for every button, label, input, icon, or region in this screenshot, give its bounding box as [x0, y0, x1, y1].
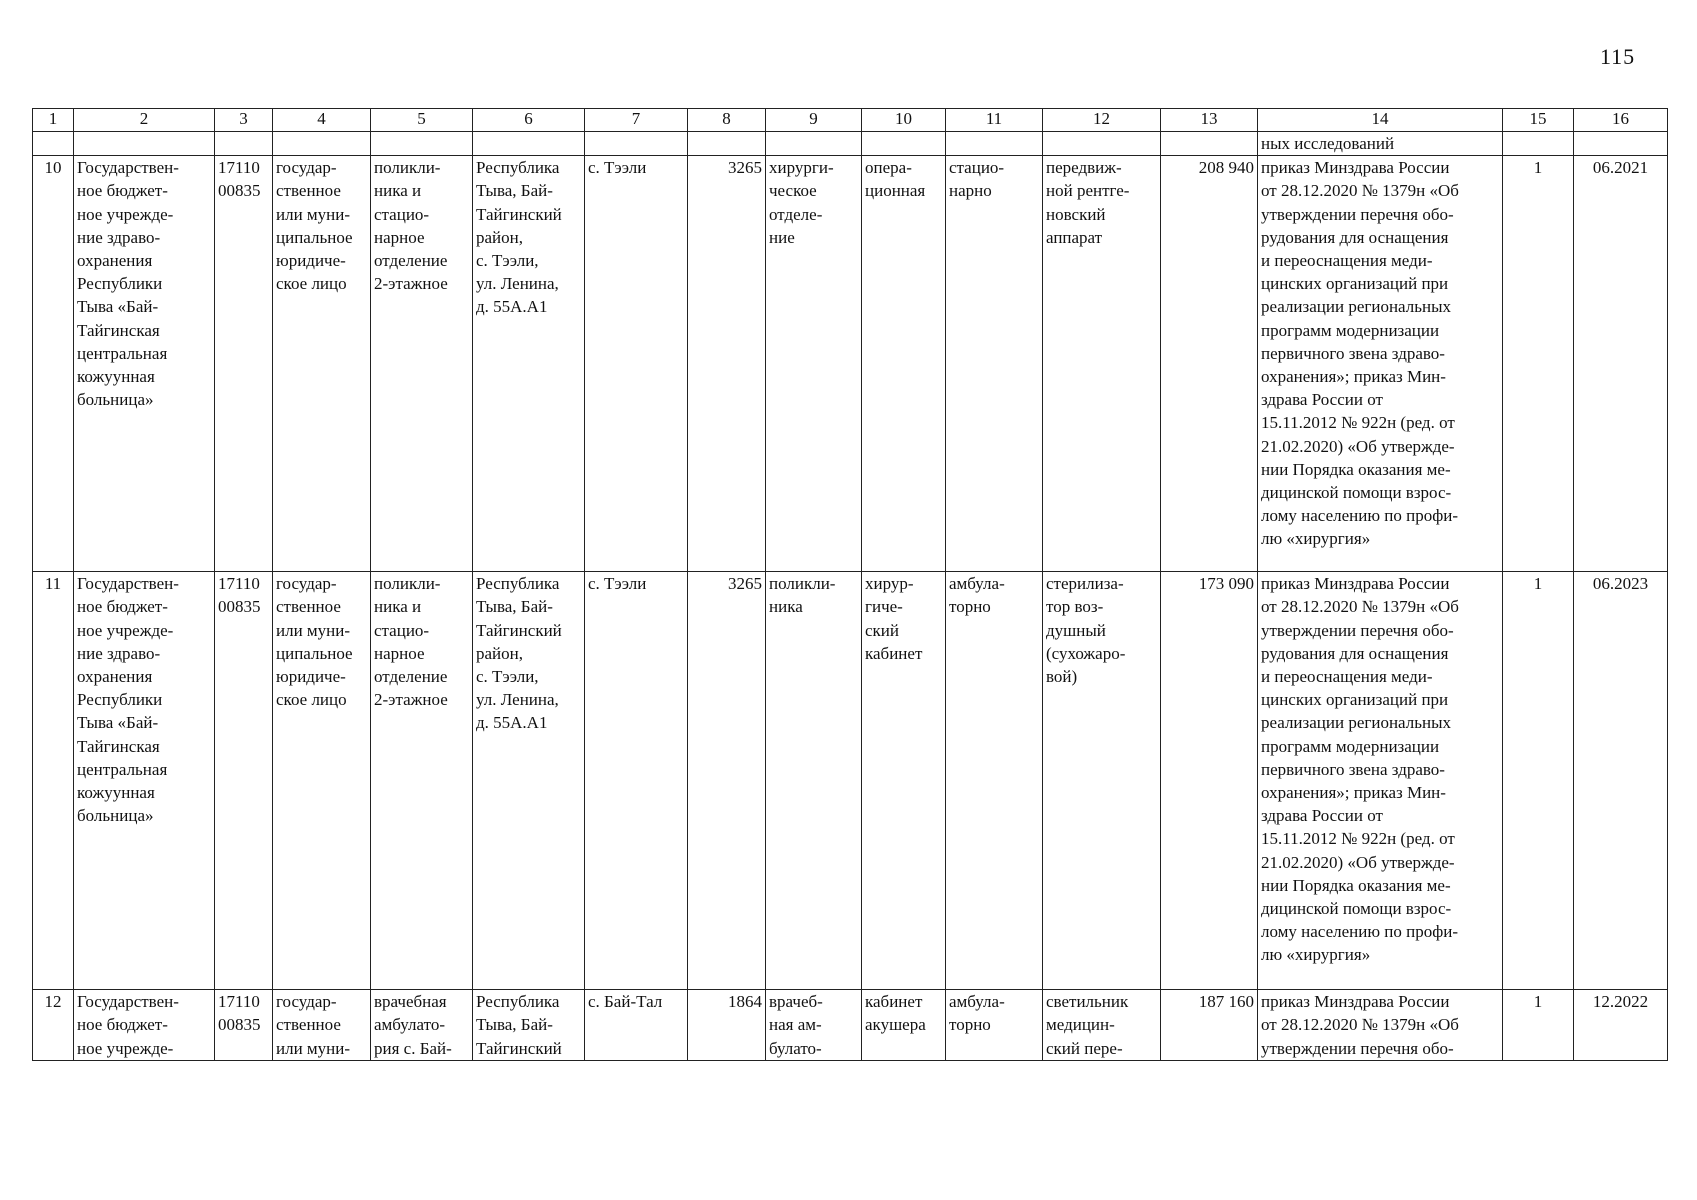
equipment: светильник медицин- ский пере- [1043, 990, 1161, 1061]
address: Республика Тыва, Бай- Тайгинский район, с. Тээли, ул. Ленина, д. 55А.А1 [473, 572, 585, 990]
table-cell [862, 132, 946, 156]
column-number: 12 [1043, 109, 1161, 132]
table-row [33, 156, 1668, 572]
date: 06.2021 [1574, 156, 1668, 572]
equipment: стерилиза- тор воз- душный (сухожаро- вой) [1043, 572, 1161, 990]
column-number: 5 [371, 109, 473, 132]
equipment-table [32, 108, 1668, 1061]
cost: 208 940 [1161, 156, 1258, 572]
table-cell [371, 132, 473, 156]
equipment: передвиж- ной рентге- новский аппарат [1043, 156, 1161, 572]
row-number: 10 [33, 156, 74, 572]
population: 3265 [688, 572, 766, 990]
page-number: 115 [1600, 44, 1636, 69]
table-cell [688, 132, 766, 156]
settlement: с. Тээли [585, 156, 688, 572]
unit: поликли- ника [766, 572, 862, 990]
organization-code: 17110 00835 [215, 572, 273, 990]
cost: 187 160 [1161, 990, 1258, 1061]
table-cell [766, 132, 862, 156]
column-number: 15 [1503, 109, 1574, 132]
table-cell [74, 132, 215, 156]
quantity: 1 [1503, 572, 1574, 990]
table-cell [215, 132, 273, 156]
unit: врачеб- ная ам- булато- [766, 990, 862, 1061]
room: хирур- гиче- ский кабинет [862, 572, 946, 990]
legal-basis: приказ Минздрава России от 28.12.2020 № 1379н «Об утверждении перечня обо- рудования для оснащения и переоснащения меди- цинских организаций при реализации региональных программ модернизации первичного звена здраво- охранения»; приказ Мин- здрава России от 15.11.2012 № 922н (ред. от 21.02.2020) «Об утвержде- нии Порядка оказания ме- дицинской помощи взрос- лому населению по профи- лю «хирургия» [1258, 572, 1503, 990]
legal-form: государ- ственное или муни- ципальное юридиче- ское лицо [273, 156, 371, 572]
legal-form: государ- ственное или муни- [273, 990, 371, 1061]
subdivision: поликли- ника и стацио- нарное отделение 2-этажное [371, 156, 473, 572]
column-number: 1 [33, 109, 74, 132]
column-number-row [33, 109, 1668, 132]
table-cell [585, 132, 688, 156]
legal-basis: приказ Минздрава России от 28.12.2020 № 1379н «Об утверждении перечня обо- [1258, 990, 1503, 1061]
unit: хирурги- ческое отделе- ние [766, 156, 862, 572]
table-cell: ных исследований [1258, 132, 1503, 156]
subdivision: врачебная амбулато- рия с. Бай- [371, 990, 473, 1061]
table-cell [1043, 132, 1161, 156]
address: Республика Тыва, Бай- Тайгинский район, с. Тээли, ул. Ленина, д. 55А.А1 [473, 156, 585, 572]
row-number: 11 [33, 572, 74, 990]
column-number: 16 [1574, 109, 1668, 132]
continuation-row [33, 132, 1668, 156]
organization-name: Государствен- ное бюджет- ное учрежде- ние здраво- охранения Республики Тыва «Бай- Тайгинская центральная кожуунная больница» [74, 156, 215, 572]
population: 1864 [688, 990, 766, 1061]
date: 06.2023 [1574, 572, 1668, 990]
column-number: 7 [585, 109, 688, 132]
room: кабинет акушера [862, 990, 946, 1061]
column-number: 10 [862, 109, 946, 132]
column-number: 11 [946, 109, 1043, 132]
organization-code: 17110 00835 [215, 990, 273, 1061]
quantity: 1 [1503, 990, 1574, 1061]
population: 3265 [688, 156, 766, 572]
table-cell [473, 132, 585, 156]
organization-code: 17110 00835 [215, 156, 273, 572]
care-type: амбула- торно [946, 572, 1043, 990]
quantity: 1 [1503, 156, 1574, 572]
table-cell [33, 132, 74, 156]
settlement: с. Тээли [585, 572, 688, 990]
column-number: 3 [215, 109, 273, 132]
table-cell [273, 132, 371, 156]
organization-name: Государствен- ное бюджет- ное учрежде- [74, 990, 215, 1061]
organization-name: Государствен- ное бюджет- ное учрежде- ние здраво- охранения Республики Тыва «Бай- Тайгинская центральная кожуунная больница» [74, 572, 215, 990]
row-number: 12 [33, 990, 74, 1061]
room: опера- ционная [862, 156, 946, 572]
table-cell [1503, 132, 1574, 156]
table-row [33, 572, 1668, 990]
column-number: 6 [473, 109, 585, 132]
address: Республика Тыва, Бай- Тайгинский [473, 990, 585, 1061]
subdivision: поликли- ника и стацио- нарное отделение 2-этажное [371, 572, 473, 990]
date: 12.2022 [1574, 990, 1668, 1061]
legal-form: государ- ственное или муни- ципальное юридиче- ское лицо [273, 572, 371, 990]
care-type: стацио- нарно [946, 156, 1043, 572]
settlement: с. Бай-Тал [585, 990, 688, 1061]
table-row [33, 990, 1668, 1061]
table-cell [1574, 132, 1668, 156]
table-cell [1161, 132, 1258, 156]
care-type: амбула- торно [946, 990, 1043, 1061]
column-number: 9 [766, 109, 862, 132]
column-number: 2 [74, 109, 215, 132]
legal-basis: приказ Минздрава России от 28.12.2020 № 1379н «Об утверждении перечня обо- рудования для оснащения и переоснащения меди- цинских организаций при реализации региональных программ модернизации первичного звена здраво- охранения»; приказ Мин- здрава России от 15.11.2012 № 922н (ред. от 21.02.2020) «Об утвержде- нии Порядка оказания ме- дицинской помощи взрос- лому населению по профи- лю «хирургия» [1258, 156, 1503, 572]
column-number: 13 [1161, 109, 1258, 132]
table-cell [946, 132, 1043, 156]
column-number: 14 [1258, 109, 1503, 132]
column-number: 4 [273, 109, 371, 132]
column-number: 8 [688, 109, 766, 132]
cost: 173 090 [1161, 572, 1258, 990]
